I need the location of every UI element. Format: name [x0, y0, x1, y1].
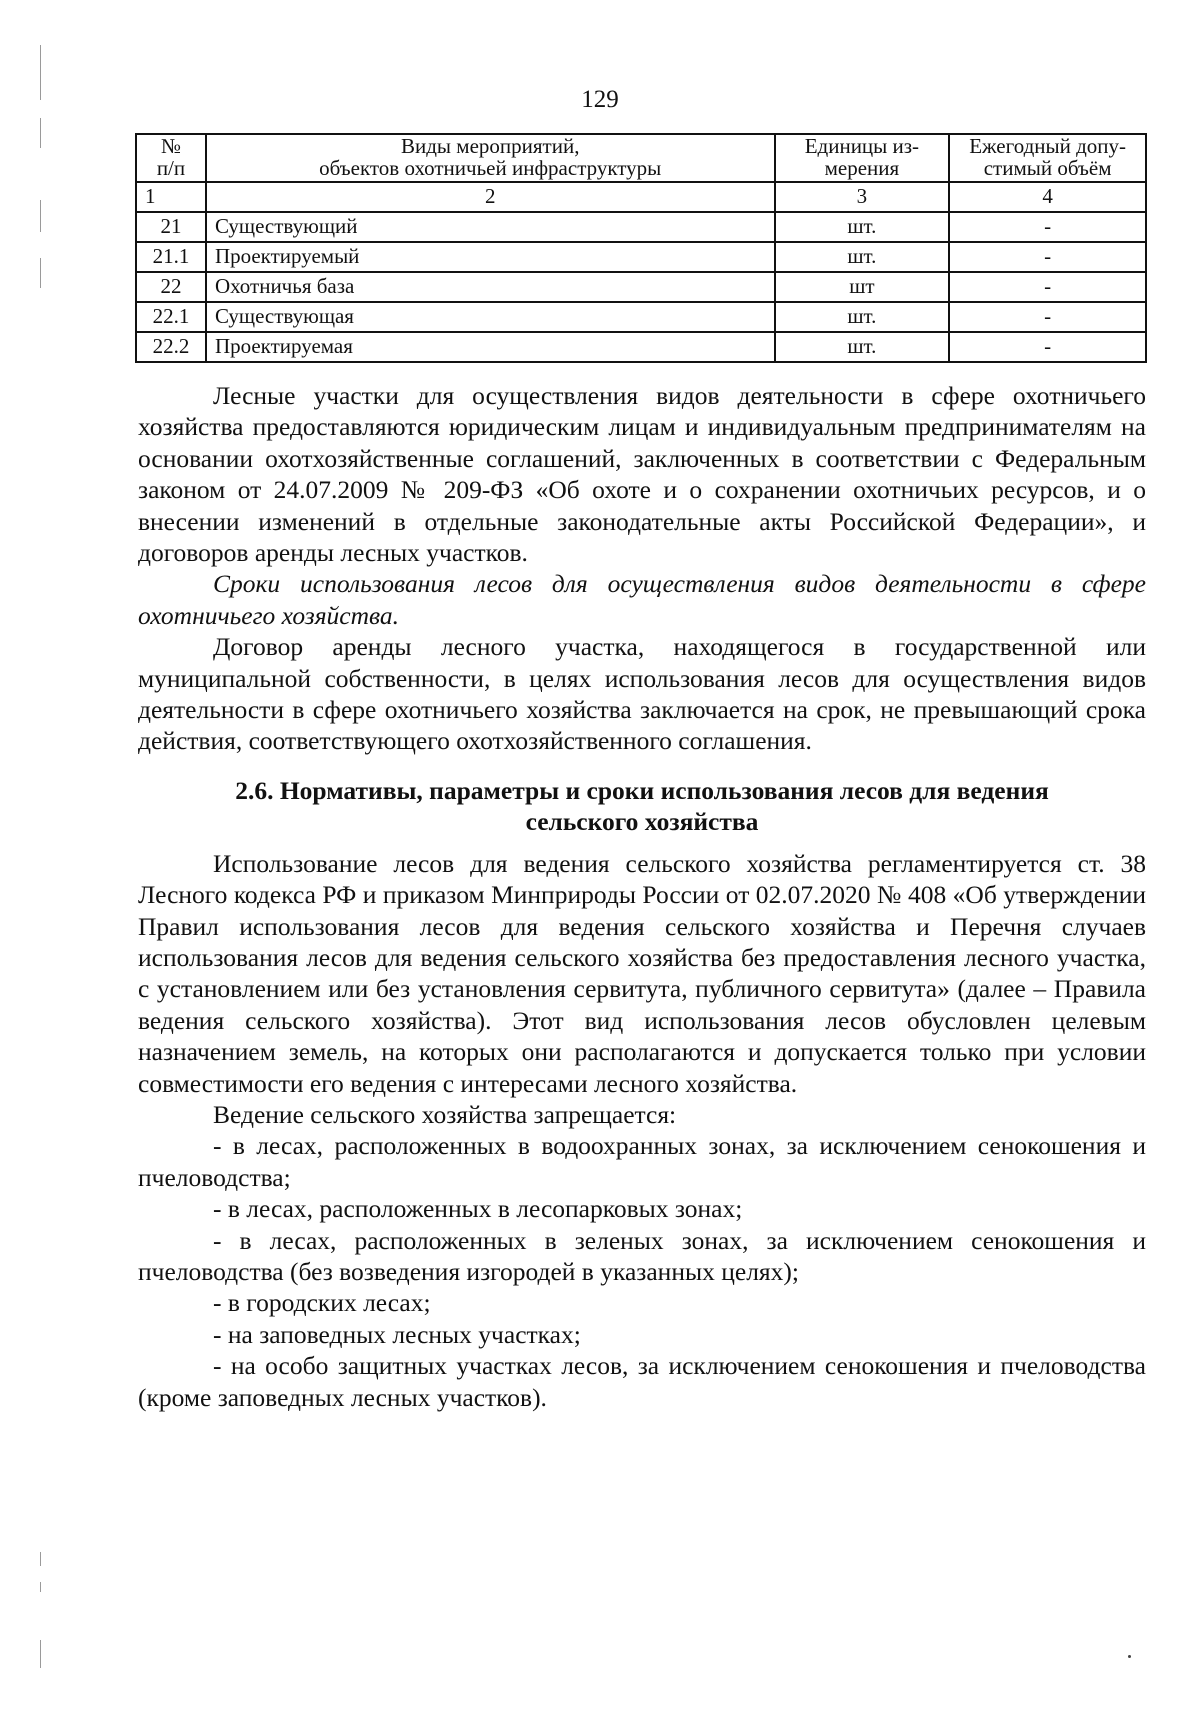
row-volume: -	[949, 332, 1146, 362]
table-row	[136, 272, 1146, 302]
scan-margin-line	[40, 118, 41, 148]
row-number: 22	[136, 272, 206, 302]
header-annual-volume: Ежегодный допу- стимый объём	[949, 134, 1146, 182]
section-heading	[138, 775, 1146, 838]
paragraph-hunting-leases: Лесные участки для осуществления видов деятельности в сфере охотничьего хозяйства предоставляются юридическим лицам и индивидуальным предпринимателям на основании охотхозяйственные соглашений, заключенных в соответствии с Федеральным законом от 24.07.2009 № 209-ФЗ «Об охоте и о сохранении охотничьих ресурсов, и о внесении изменений в отдельные законодательные акты Российской Федерации», и договоров аренды лесных участков.	[138, 381, 1146, 568]
list-item: - в лесах, расположенных в зеленых зонах, за исключением сенокошения и пчеловодства (без возведения изгородей в указанных целях);	[138, 1225, 1146, 1286]
row-unit: шт.	[775, 332, 950, 362]
table-cell: 1	[136, 182, 206, 212]
table-row	[136, 302, 1146, 332]
row-name: Проектируемый	[206, 242, 775, 272]
paragraph-lease-agreement: Договор аренды лесного участка, находящегося в государственной или муниципальной собственности, в целях использования лесов для осуществления видов деятельности в сфере охотничьего хозяйства заключается на срок, не превышающий срока действия, соответствующего охотхозяйственного соглашения.	[138, 632, 1146, 756]
list-item: - на заповедных лесных участках;	[213, 1319, 581, 1349]
row-volume: -	[949, 272, 1146, 302]
table-row	[136, 212, 1146, 242]
paragraph-terms-italic: Сроки использования лесов для осуществления видов деятельности в сфере охотничьего хозяйства.	[138, 569, 1146, 630]
table-index-row	[136, 182, 1146, 212]
scan-margin-line	[40, 200, 41, 232]
row-number: 22.1	[136, 302, 206, 332]
row-volume: -	[949, 242, 1146, 272]
list-item: - в лесах, расположенных в водоохранных зонах, за исключением сенокошения и пчеловодства;	[138, 1131, 1146, 1192]
header-unit: Единицы из- мерения	[775, 134, 950, 182]
row-name: Проектируемая	[206, 332, 775, 362]
row-name: Существующий	[206, 212, 775, 242]
table-cell: 3	[775, 182, 950, 212]
row-name: Охотничья база	[206, 272, 775, 302]
row-name: Существующая	[206, 302, 775, 332]
table-row	[136, 242, 1146, 272]
scan-dust-dot	[1128, 1655, 1131, 1658]
table-cell: 4	[949, 182, 1146, 212]
table-header-row	[136, 134, 1146, 182]
scan-margin-line	[40, 1582, 41, 1592]
row-unit: шт.	[775, 242, 950, 272]
paragraph-agriculture-regulation: Использование лесов для ведения сельского хозяйства регламентируется ст. 38 Лесного кодекса РФ и приказом Минприроды России от 02.07.2020 № 408 «Об утверждении Правил использования лесов для ведения сельского хозяйства и Перечня случаев использования лесов для ведения сельского хозяйства без предоставления лесного участка, с установлением или без установления сервитута, публичного сервитута» (далее – Правила ведения сельского хозяйства). Этот вид использования лесов обусловлен целевым назначением земель, на которых они располагаются и допускается только при условии совместимости его ведения с интересами лесного хозяйства.	[138, 848, 1146, 1098]
list-item: - в лесах, расположенных в лесопарковых зонах;	[213, 1194, 743, 1224]
list-item: - в городских лесах;	[213, 1288, 431, 1318]
document-body	[138, 380, 1146, 1413]
page-number: 129	[581, 86, 619, 113]
header-activity-type: Виды мероприятий, объектов охотничьей инфраструктуры	[206, 134, 775, 182]
scan-margin-line	[40, 258, 41, 288]
scan-margin-line	[40, 1552, 41, 1566]
table-cell: 2	[206, 182, 775, 212]
row-number: 22.2	[136, 332, 206, 362]
infrastructure-table	[135, 133, 1147, 363]
table-row	[136, 332, 1146, 362]
row-volume: -	[949, 302, 1146, 332]
section-heading-line: сельского хозяйства	[525, 807, 759, 837]
row-volume: -	[949, 212, 1146, 242]
paragraph-prohibition-intro: Ведение сельского хозяйства запрещается:	[213, 1099, 677, 1129]
list-item: - на особо защитных участках лесов, за исключением сенокошения и пчеловодства (кроме заповедных лесных участков).	[138, 1351, 1146, 1412]
scan-margin-line	[40, 1640, 41, 1668]
section-heading-line: 2.6. Нормативы, параметры и сроки использования лесов для ведения	[235, 775, 1049, 805]
row-unit: шт	[775, 272, 950, 302]
header-number: № п/п	[136, 134, 206, 182]
row-number: 21.1	[136, 242, 206, 272]
row-unit: шт.	[775, 212, 950, 242]
row-number: 21	[136, 212, 206, 242]
row-unit: шт.	[775, 302, 950, 332]
